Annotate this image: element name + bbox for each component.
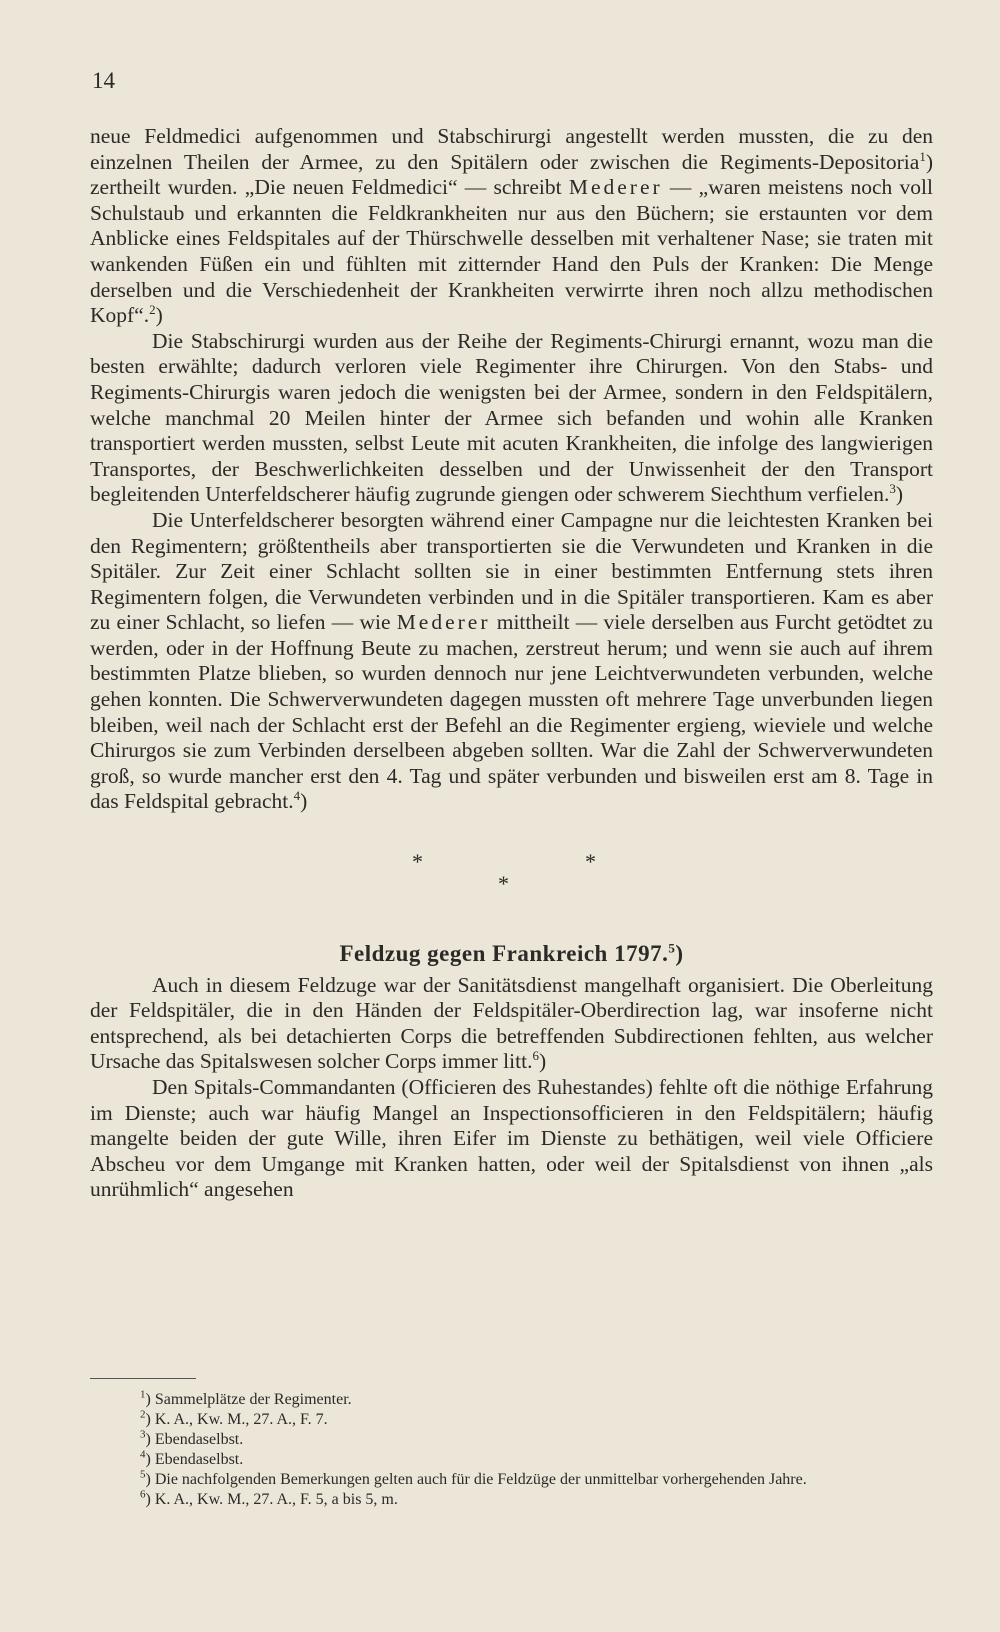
- author-name: Mederer: [396, 610, 491, 635]
- footnote-text: ) Ebendaselbst.: [145, 1431, 244, 1448]
- footnote-mark: 6: [140, 1488, 146, 1501]
- text: Die Stabschirurgi wurden aus der Reihe der Regiments-Chirurgi ernannt, wozu man die besten erwählte; dadurch verloren viele Regimenter ihre Chirurgen. Von den Stabs- und Regiments-Chirurgis waren jedoch die wenigsten bei der Armee, sondern in den Feldspitälern, welche manchmal 20 Meilen hinter der Armee sich befanden und wohin alle Kranken transportiert werden mussten, selbst Leute mit acuten Krankheiten, die infolge des langwierigen Transportes, der Beschwerlichkeiten desselben und der Unwissenheit der den Transport begleitenden Unterfeldscherer häufig zugrunde giengen oder schwerem Siechthum verfielen.: [90, 328, 933, 507]
- footnote-text: ) K. A., Kw. M., 27. A., F. 5, a bis 5, m.: [145, 1491, 398, 1508]
- footnote: [90, 1390, 933, 1410]
- footnotes: [90, 1390, 933, 1510]
- footnote-ref-4[interactable]: 4: [293, 788, 301, 804]
- paragraph-3: [90, 508, 933, 815]
- footnote-text: ) K. A., Kw. M., 27. A., F. 7.: [145, 1411, 328, 1428]
- paragraph-1: [90, 124, 933, 329]
- footnote-rule: [90, 1378, 196, 1379]
- section-heading-text: Feldzug gegen Frankreich 1797.: [339, 941, 669, 967]
- text: ): [895, 482, 904, 507]
- text: mittheilt — viele derselben aus Furcht getödtet zu werden, oder in der Hoffnung Beute zu machen, zerstreut herum; und wenn sie auch auf ihrem bestimmten Platze blieben, so wurden dennoch nur jene Leichtverwundeten verbunden, welche gehen konnten. Die Schwerverwundeten dagegen mussten oft mehrere Tage unverbunden liegen bleiben, weil nach der Schlacht erst der Befehl an die Regimenter ergieng, wieviele und welche Chirurgos sie zum Verbinden derselbeen abgeben sollten. War die Zahl der Schwerverwundeten groß, so wurde mancher erst den 4. Tag und später verbunden und bisweilen erst am 8. Tage in das Feldspital gebracht.: [90, 610, 933, 814]
- footnote-text: ) Die nachfolgenden Bemerkungen gelten auch für die Feldzüge der unmittelbar vorhergehenden Jahre.: [145, 1471, 807, 1488]
- text: ): [675, 941, 684, 967]
- text: Den Spitals-Commandanten (Officieren des Ruhestandes) fehlte oft die nöthige Erfahrung im Dienste; auch war häufig Mangel an Inspectionsofficieren in den Feldspitälern; häufig mangelte beiden der gute Wille, ihren Eifer im Dienste zu bethätigen, weil viele Officiere Abscheu vor dem Umgange mit Kranken hatten, oder weil der Spitalsdienst von ihnen „als unrühmlich“ angesehen: [90, 1075, 933, 1202]
- footnote-ref-2[interactable]: 2: [149, 302, 156, 317]
- text: Auch in diesem Feldzuge war der Sanitätsdienst mangelhaft organisiert. Die Oberleitung der Feldspitäler, die in den Händen der Feldspitäler-Oberdirection lag, war insoferne nicht entsprechend, als bei detachierten Corps die betreffenden Subdirectionen fehlten, aus welcher Ursache das Spitalswesen solcher Corps immer litt.: [90, 972, 933, 1074]
- text: Die Unterfeldscherer besorgten während einer Campagne nur die leichtesten Kranken bei den Regimentern; größtentheils aber transportierten sie die Verwundeten und Kranken in die Spitäler. Zur Zeit einer Schlacht sollten sie in einer bestimmten Entfernung stets ihren Regimentern folgen, die Verwundeten verbinden und in die Spitäler transportieren. Kam es aber zu einer Schlacht, so liefen — wie: [90, 507, 933, 635]
- asterism-divider: [90, 849, 933, 905]
- paragraph-4: [90, 973, 933, 1075]
- author-name: Mederer: [568, 175, 663, 200]
- footnote-ref-1[interactable]: 1: [919, 148, 926, 164]
- footnote: [90, 1430, 933, 1450]
- asterisk: *: [412, 849, 423, 875]
- section-heading: [90, 941, 933, 967]
- footnote: [90, 1410, 933, 1430]
- text: ) zertheilt wurden. „Die neuen Feldmedici“ — schreibt: [90, 149, 933, 200]
- footnote-text: ) Sammelplätze der Regimenter.: [145, 1391, 352, 1408]
- footnote-mark: 2: [140, 1408, 146, 1421]
- footnote-ref-6[interactable]: 6: [532, 1048, 539, 1064]
- text: ): [538, 1049, 547, 1074]
- footnote-ref-3[interactable]: 3: [889, 481, 896, 497]
- text: neue Feldmedici aufgenommen und Stabschirurgi angestellt werden mussten, die zu den einzelnen Theilen der Armee, zu den Spitälern oder zwischen die Regiments-Depositoria: [90, 124, 933, 174]
- footnote: [90, 1450, 933, 1470]
- footnote-text: ) Ebendaselbst.: [145, 1451, 244, 1468]
- asterisk: *: [498, 871, 509, 897]
- text: ): [155, 303, 163, 328]
- footnote: [90, 1490, 933, 1510]
- footnote-mark: 3: [140, 1428, 146, 1441]
- page-number: 14: [92, 68, 115, 93]
- footnote-ref-5[interactable]: 5: [668, 940, 676, 956]
- footnote-mark: 1: [140, 1388, 146, 1401]
- footnote-mark: 4: [140, 1448, 146, 1461]
- body-text: [90, 124, 933, 1203]
- paragraph-2: [90, 329, 933, 508]
- asterisk: *: [585, 849, 596, 875]
- footnote-mark: 5: [140, 1468, 146, 1481]
- paragraph-5: [90, 1075, 933, 1203]
- footnote: [90, 1470, 933, 1490]
- text: ): [300, 789, 308, 814]
- text: — „waren meistens noch voll Schulstaub und erkannten die Feldkrankheiten nur aus den Büchern; sie erstaunten vor dem Anblicke eines Feldspitales auf der Thürschwelle desselben mit verhaltener Nase; sie traten mit wankenden Füßen ein und fühlten mit zitternder Hand den Puls der Kranken: Die Menge derselben und die Verschiedenheit der Krankheiten verwirrte ihren noch allzu methodischen Kopf“.: [90, 175, 933, 328]
